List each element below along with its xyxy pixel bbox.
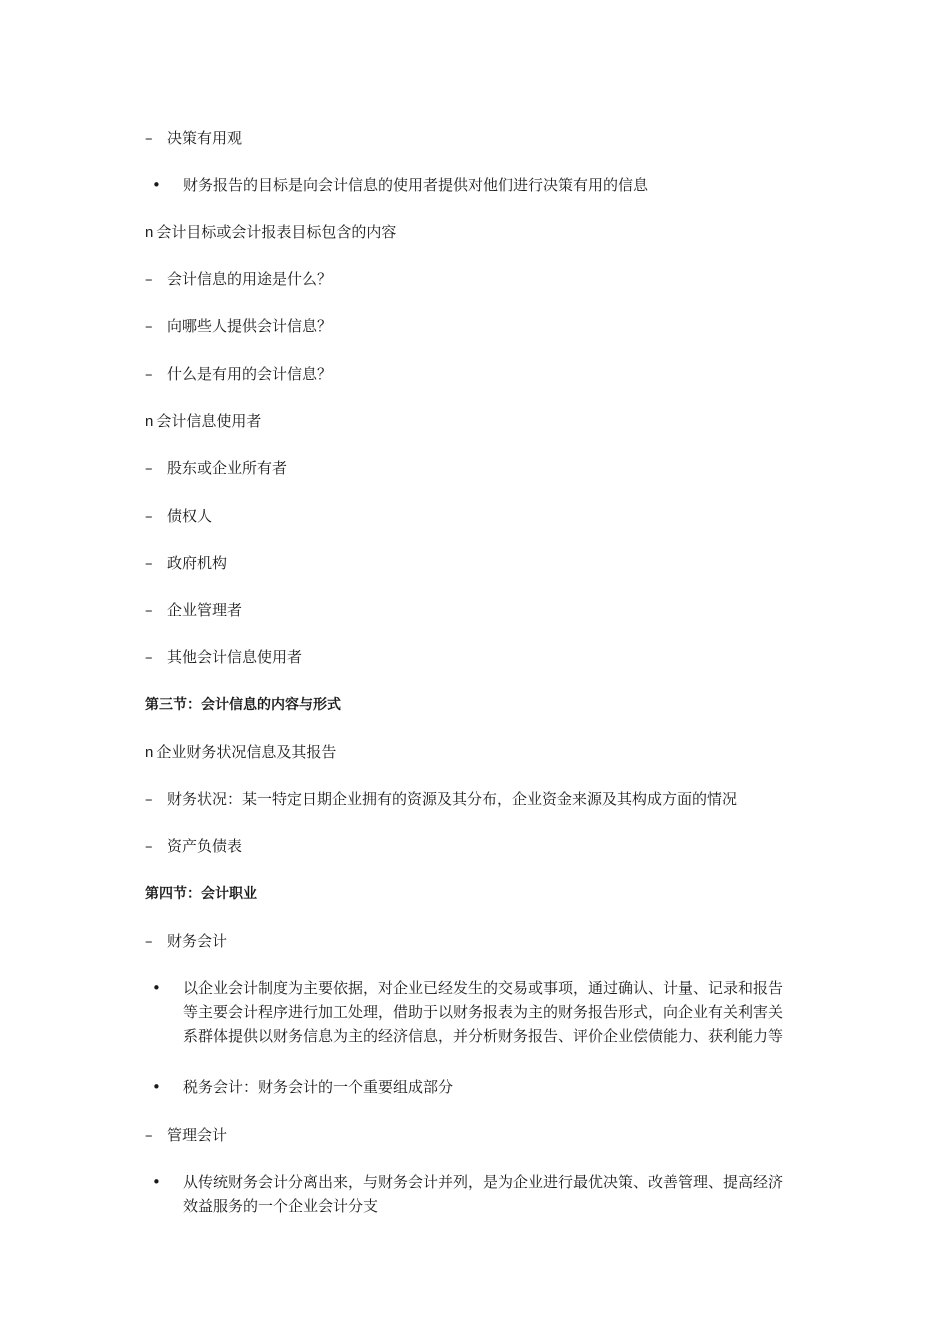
item-text: 会计信息使用者 [156,412,262,430]
item-text: 企业管理者 [167,601,243,619]
bullet-icon: • [152,1078,161,1096]
item-text: 决策有用观 [167,129,243,147]
item-text: 债权人 [167,507,213,525]
dash-marker: – [145,129,153,147]
dash-marker: – [145,601,153,619]
dash-marker: – [145,317,153,335]
list-item [145,506,212,526]
dash-marker: – [145,554,153,572]
bullet-text: 财务报告的目标是向会计信息的使用者提供对他们进行决策有用的信息 [183,176,649,194]
bullet-icon: • [152,1173,161,1191]
bullet-icon: • [152,979,161,997]
item-text: 会计目标或会计报表目标包含的内容 [156,223,397,241]
list-item [145,316,332,336]
list-item [145,364,332,384]
dash-marker: – [145,1126,153,1144]
n-marker: n [145,413,154,430]
list-item [145,411,261,432]
dash-marker: – [145,932,153,950]
list-item [145,931,227,951]
bullet-text: 从传统财务会计分离出来，与财务会计并列，是为企业进行最优决策、改善管理、提高经济效益服务的一个企业会计分支 [183,1173,784,1215]
bullet-icon: • [152,176,161,194]
bullet-text: 以企业会计制度为主要依据，对企业已经发生的交易或事项，通过确认、计量、记录和报告等主要会计程序进行加工处理，借助于以财务报表为主的财务报告形式，向企业有关利害关系群体提供以财务信息为主的经济信息，并分析财务报告、评价企业偿债能力、获利能力等 [183,979,784,1045]
item-text: 财务状况：某一特定日期企业拥有的资源及其分布，企业资金来源及其构成方面的情况 [167,790,738,808]
section-heading: 第三节：会计信息的内容与形式 [145,697,341,713]
item-text: 企业财务状况信息及其报告 [156,743,337,761]
item-text: 会计信息的用途是什么？ [167,270,333,288]
list-item [145,836,242,856]
bullet-text: 税务会计：财务会计的一个重要组成部分 [183,1078,454,1096]
item-text: 什么是有用的会计信息？ [167,365,333,383]
n-marker: n [145,224,154,241]
item-text: 其他会计信息使用者 [167,648,303,666]
item-text: 管理会计 [167,1126,228,1144]
list-item [145,600,242,620]
dash-marker: – [145,790,153,808]
item-text: 财务会计 [167,932,228,950]
list-item [145,647,302,667]
list-item [145,742,336,763]
dash-marker: – [145,270,153,288]
dash-marker: – [145,648,153,666]
dash-marker: – [145,459,153,477]
list-item [145,222,396,243]
dash-marker: – [145,365,153,383]
list-item [145,789,737,809]
list-item [145,128,242,148]
section-heading: 第四节：会计职业 [145,886,257,902]
dash-marker: – [145,837,153,855]
item-text: 资产负债表 [167,837,243,855]
item-text: 向哪些人提供会计信息？ [167,317,333,335]
item-text: 股东或企业所有者 [167,459,288,477]
dash-marker: – [145,507,153,525]
n-marker: n [145,744,154,761]
list-item [145,1125,227,1145]
list-item [145,269,332,289]
list-item [145,553,227,573]
item-text: 政府机构 [167,554,228,572]
list-item [145,458,287,478]
